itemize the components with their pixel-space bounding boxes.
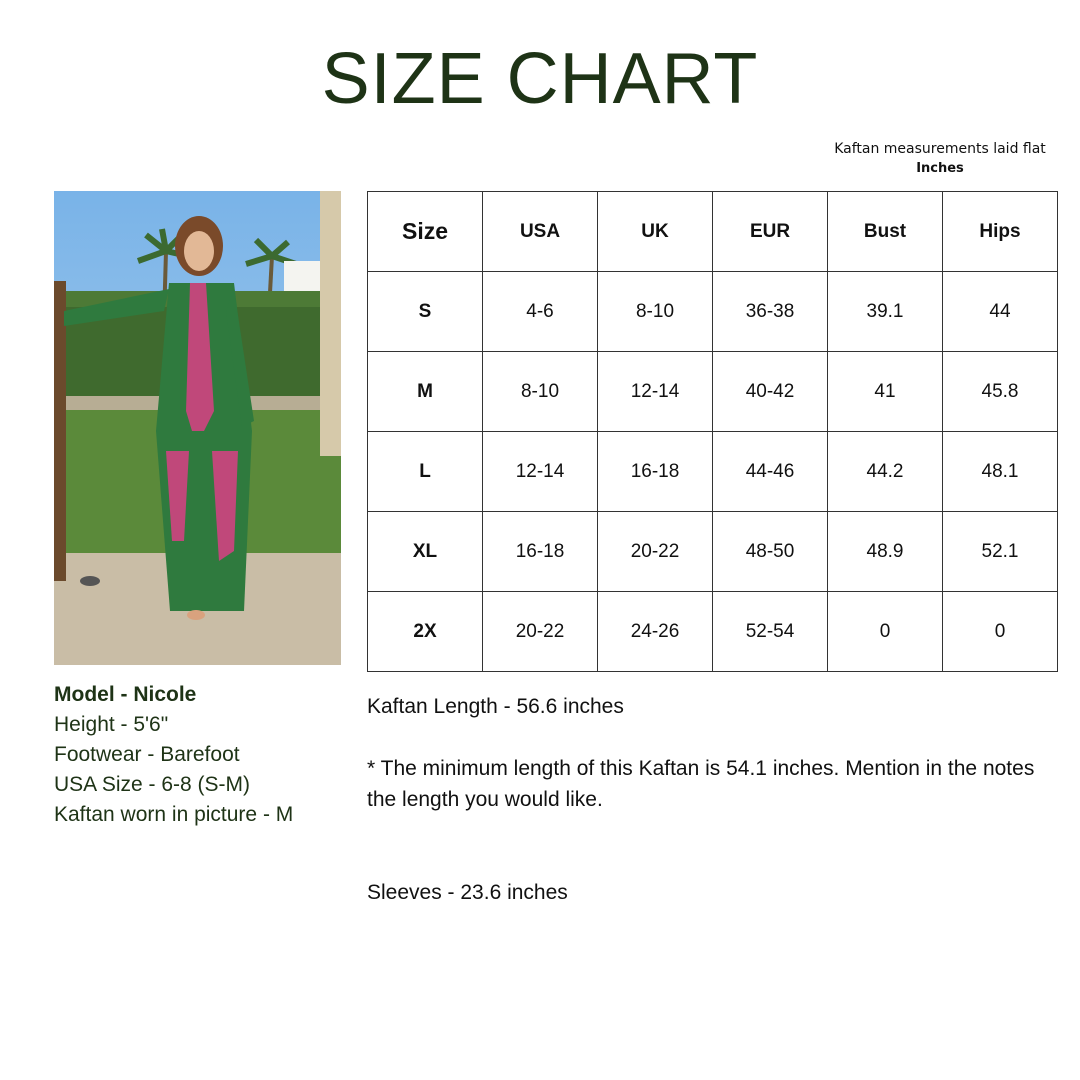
cell-eur: 52-54 [713, 592, 828, 672]
model-height: Height - 5'6" [54, 713, 169, 736]
model-footwear: Footwear - Barefoot [54, 743, 240, 766]
cell-uk: 12-14 [598, 352, 713, 432]
table-row [368, 272, 1058, 352]
header-size: Size [368, 192, 483, 272]
header-bust: Bust [828, 192, 943, 272]
cell-hips: 0 [943, 592, 1058, 672]
cell-size: M [368, 352, 483, 432]
minimum-length-note: * The minimum length of this Kaftan is 54.1 inches. Mention in the notes the length you would like. [367, 757, 1035, 811]
cell-size: XL [368, 512, 483, 592]
measurement-note: Kaftan measurements laid flat [834, 141, 1046, 157]
cell-uk: 16-18 [598, 432, 713, 512]
cell-usa: 4-6 [483, 272, 598, 352]
sleeves-length: Sleeves - 23.6 inches [367, 881, 568, 904]
model-photo [54, 191, 341, 665]
cell-hips: 44 [943, 272, 1058, 352]
unit-note: Inches [916, 161, 964, 176]
cell-usa: 16-18 [483, 512, 598, 592]
model-kaftan-size: Kaftan worn in picture - M [54, 803, 294, 826]
model-usa-size: USA Size - 6-8 (S-M) [54, 773, 251, 796]
cell-bust: 41 [828, 352, 943, 432]
table-row [368, 592, 1058, 672]
cell-hips: 45.8 [943, 352, 1058, 432]
cell-size: S [368, 272, 483, 352]
cell-uk: 20-22 [598, 512, 713, 592]
cell-usa: 20-22 [483, 592, 598, 672]
size-table [367, 191, 1058, 672]
page-title: SIZE CHART [321, 39, 759, 119]
cell-hips: 52.1 [943, 512, 1058, 592]
cell-usa: 8-10 [483, 352, 598, 432]
cell-size: 2X [368, 592, 483, 672]
header-uk: UK [598, 192, 713, 272]
table-row [368, 432, 1058, 512]
cell-eur: 36-38 [713, 272, 828, 352]
header-hips: Hips [943, 192, 1058, 272]
table-header-row [368, 192, 1058, 272]
header-usa: USA [483, 192, 598, 272]
table-row [368, 512, 1058, 592]
cell-eur: 44-46 [713, 432, 828, 512]
cell-uk: 24-26 [598, 592, 713, 672]
model-name: Model - Nicole [54, 683, 197, 706]
cell-hips: 48.1 [943, 432, 1058, 512]
cell-eur: 40-42 [713, 352, 828, 432]
table-row [368, 352, 1058, 432]
cell-usa: 12-14 [483, 432, 598, 512]
cell-bust: 44.2 [828, 432, 943, 512]
cell-eur: 48-50 [713, 512, 828, 592]
header-eur: EUR [713, 192, 828, 272]
cell-bust: 39.1 [828, 272, 943, 352]
cell-bust: 0 [828, 592, 943, 672]
cell-bust: 48.9 [828, 512, 943, 592]
model-details [54, 680, 293, 830]
kaftan-length: Kaftan Length - 56.6 inches [367, 695, 624, 718]
cell-size: L [368, 432, 483, 512]
cell-uk: 8-10 [598, 272, 713, 352]
